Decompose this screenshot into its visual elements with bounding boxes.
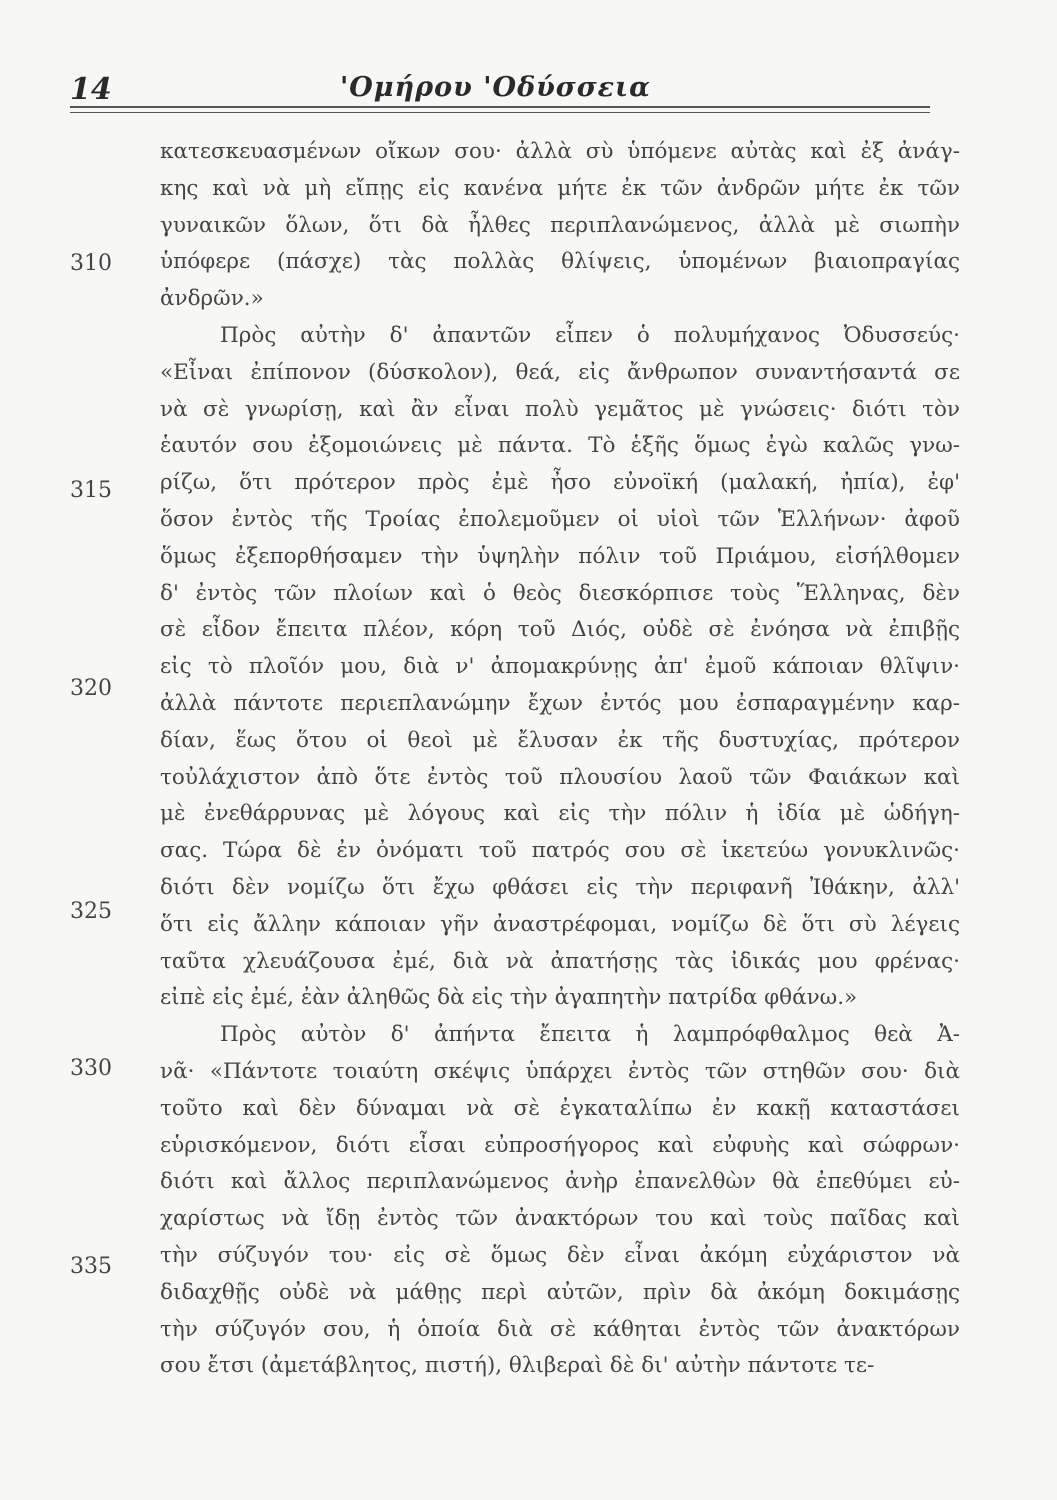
text-line: κης καὶ νὰ μὴ εἴπῃς εἰς κανένα μήτε ἐκ τῶν ἀνδρῶν μήτε ἐκ τῶν [160, 175, 960, 201]
text-line: ὅμως ἐξεπορθήσαμεν τὴν ὑψηλὴν πόλιν τοῦ Πριάμου, εἰσήλθομεν [160, 543, 960, 569]
text-line: ἑαυτόν σου ἐξομοιώνεις μὲ πάντα. Τὸ ἑξῆς ὅμως ἐγὼ καλῶς γνω- [160, 433, 960, 459]
line-number: 325 [70, 899, 112, 924]
text-line: διδαχθῇς οὐδὲ νὰ μάθῃς περὶ αὐτῶν, πρὶν δὰ ἀκόμη δοκιμάσῃς [160, 1279, 960, 1305]
line-number: 330 [70, 1056, 112, 1081]
text-line: εἰς τὸ πλοῖόν μου, διὰ ν' ἀπομακρύνῃς ἀπ' ἐμοῦ κάποιαν θλῖψιν· [160, 654, 960, 680]
text-line: διότι δὲν νομίζω ὅτι ἔχω φθάσει εἰς τὴν περιφανῆ Ἰθάκην, ἀλλ' [160, 875, 960, 900]
text-line: τοῦτο καὶ δὲν δύναμαι νὰ σὲ ἐγκαταλίπω ἐν κακῇ καταστάσει [160, 1095, 960, 1121]
text-line: χαρίστως νὰ ἴδῃ ἐντὸς τῶν ἀνακτόρων του καὶ τοὺς παῖδας καὶ [160, 1206, 960, 1232]
text-line: τὴν σύζυγόν σου, ἡ ὁποία διὰ σὲ κάθηται ἐντὸς τῶν ἀνακτόρων [160, 1316, 960, 1342]
line-number: 320 [70, 676, 112, 701]
text-line: ἀλλὰ πάντοτε περιεπλανώμην ἔχων ἐντός μου ἐσπαραγμένην καρ- [160, 691, 960, 716]
text-line: νᾶ· «Πάντοτε τοιαύτη σκέψις ὑπάρχει ἐντὸς τῶν στηθῶν σου· διὰ [160, 1059, 960, 1084]
text-line: δίαν, ἕως ὅτου οἱ θεοὶ μὲ ἔλυσαν ἐκ τῆς δυστυχίας, πρότερον [160, 727, 960, 753]
text-line: νὰ σὲ γνωρίσῃ, καὶ ἂν εἶναι πολὺ γεμᾶτος μὲ γνώσεις· διότι τὸν [160, 396, 960, 422]
text-line: «Εἶναι ἐπίπονον (δύσκολον), θεά, εἰς ἄνθρωπον συναντήσαντά σε [160, 359, 960, 385]
text-line: ρίζω, ὅτι πρότερον πρὸς ἐμὲ ἦσο εὐνοϊκή (μαλακή, ἠπία), ἐφ' [160, 470, 960, 496]
text-line: ὑπόφερε (πάσχε) τὰς πολλὰς θλίψεις, ὑπομένων βιαιοπραγίας [160, 249, 960, 275]
text-line: Πρὸς αὐτὴν δ' ἀπαντῶν εἶπεν ὁ πολυμήχανος Ὀδυσσεύς· [220, 323, 960, 348]
text-line: τοὐλάχιστον ἀπὸ ὅτε ἐντὸς τοῦ πλουσίου λαοῦ τῶν Φαιάκων καὶ [160, 764, 960, 790]
text-line: Πρὸς αὐτὸν δ' ἀπήντα ἔπειτα ἡ λαμπρόφθαλμος θεὰ Ἀ- [220, 1022, 960, 1048]
text-line: ὅτι εἰς ἄλλην κάποιαν γῆν ἀναστρέφομαι, νομίζω δὲ ὅτι σὺ λέγεις [160, 911, 960, 937]
text-line: διότι καὶ ἄλλος περιπλανώμενος ἀνὴρ ἐπανελθὼν θὰ ἐπεθύμει εὐ- [160, 1169, 960, 1195]
text-line: ἀνδρῶν.» [160, 286, 264, 312]
line-number: 310 [70, 251, 112, 276]
text-line: δ' ἐντὸς τῶν πλοίων καὶ ὁ θεὸς διεσκόρπισε τοὺς Ἕλληνας, δὲν [160, 580, 960, 606]
running-title: 'Ομήρου 'Οδύσσεια [340, 72, 651, 103]
line-number: 315 [70, 478, 112, 503]
page-number: 14 [70, 72, 112, 107]
text-line: μὲ ἐνεθάρρυνας μὲ λόγους καὶ εἰς τὴν πόλιν ἡ ἰδία μὲ ὡδήγη- [160, 801, 960, 827]
text-line: εἰπὲ εἰς ἐμέ, ἐὰν ἀληθῶς δὰ εἰς τὴν ἀγαπητὴν πατρίδα φθάνω.» [160, 985, 858, 1011]
text-line: εὑρισκόμενον, διότι εἶσαι εὐπροσήγορος καὶ εὐφυὴς καὶ σώφρων· [160, 1132, 960, 1158]
header-rule [70, 106, 930, 108]
text-line: σὲ εἶδον ἔπειτα πλέον, κόρη τοῦ Διός, οὐδὲ σὲ ἐνόησα νὰ ἐπιβῇς [160, 617, 960, 643]
text-line: γυναικῶν ὅλων, ὅτι δὰ ἦλθες περιπλανώμενος, ἀλλὰ μὲ σιωπὴν [160, 212, 960, 238]
header-rule-thin [70, 112, 930, 113]
text-line: κατεσκευασμένων οἴκων σου· ἀλλὰ σὺ ὑπόμενε αὐτὰς καὶ ἐξ ἀνάγ- [160, 139, 960, 164]
text-line: σου ἔτσι (ἀμετάβλητος, πιστή), θλιβεραὶ δὲ δι' αὐτὴν πάντοτε τε- [160, 1353, 875, 1379]
text-line: ταῦτα χλευάζουσα ἐμέ, διὰ νὰ ἀπατήσῃς τὰς ἰδικάς μου φρένας· [160, 948, 960, 974]
text-line: ὅσον ἐντὸς τῆς Τροίας ἐπολεμοῦμεν οἱ υἱοὶ τῶν Ἑλλήνων· ἀφοῦ [160, 507, 960, 532]
line-number: 335 [70, 1254, 112, 1279]
text-line: σας. Τώρα δὲ ἐν ὀνόματι τοῦ πατρός σου σὲ ἱκετεύω γονυκλινῶς· [160, 838, 960, 864]
text-line: τὴν σύζυγόν του· εἰς σὲ ὅμως δὲν εἶναι ἀκόμη εὐχάριστον νὰ [160, 1243, 960, 1268]
